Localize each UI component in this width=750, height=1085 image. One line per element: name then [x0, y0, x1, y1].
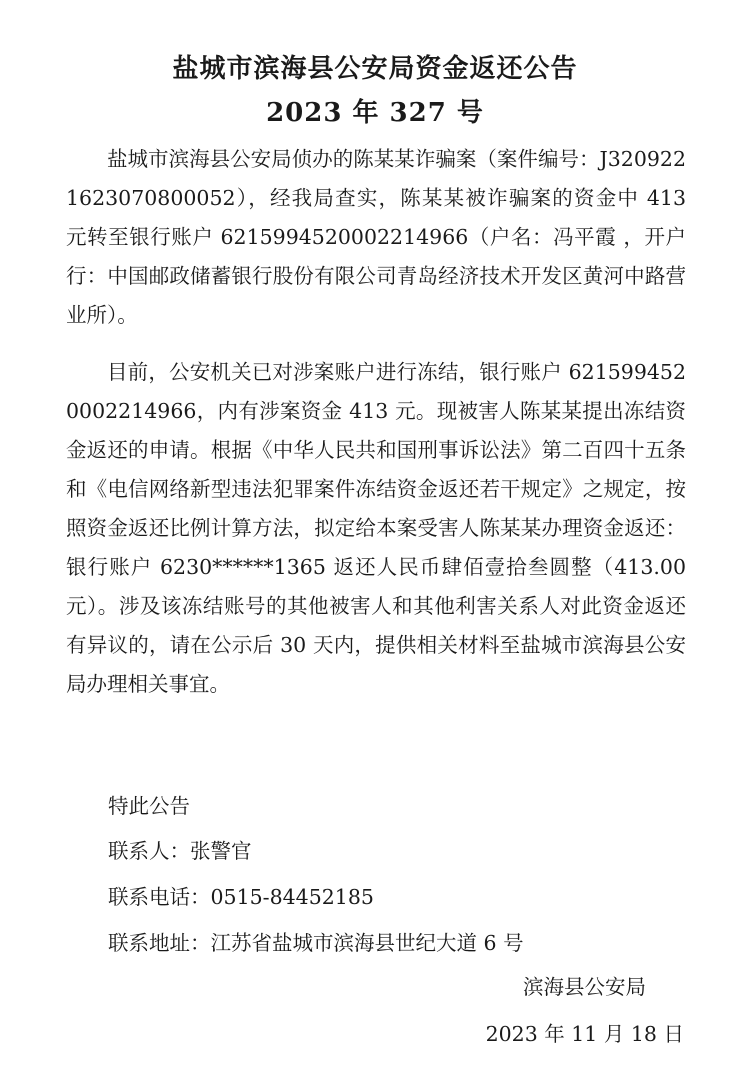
notice-body [66, 140, 686, 704]
notice-number: 2023 年 327 号 [266, 98, 484, 128]
notice-title: 盐城市滨海县公安局资金返还公告 [172, 54, 578, 84]
issue-date: 2023 年 11 月 18 日 [485, 1022, 684, 1046]
contact-phone: 联系电话：0515-84452185 [108, 885, 374, 909]
contact-person: 联系人：张警官 [108, 839, 252, 863]
issuer-signature: 滨海县公安局 [523, 975, 646, 999]
paragraph-case-info: 盐城市滨海县公安局侦办的陈某某诈骗案（案件编号：J3209221623070800052），经我局查实，陈某某被诈骗案的资金中 413 元转至银行账户 6215994520002214966（户名：冯平霞 ，开户行：中国邮政储蓄银行股份有限公司青岛经济技术开发区黄河中路营业所）。 [66, 147, 686, 327]
contact-address: 联系地址：江苏省盐城市滨海县世纪大道 6 号 [108, 931, 524, 955]
paragraph-refund-details: 目前，公安机关已对涉案账户进行冻结，银行账户 6215994520002214966，内有涉案资金 413 元。现被害人陈某某提出冻结资金返还的申请。根据《中华人民共和国刑事诉讼法》第二百四十五条和《电信网络新型违法犯罪案件冻结资金返还若干规定》之规定，按照资金返还比例计算方法，拟定给本案受害人陈某某办理资金返还：银行账户 6230******1365 返还人民币肆佰壹拾叁圆整（413.00 元）。涉及该冻结账号的其他被害人和其他利害关系人对此资金返还有异议的，请在公示后 30 天内，提供相关材料至盐城市滨海县公安局办理相关事宜。 [66, 360, 686, 696]
special-notice: 特此公告 [108, 794, 190, 818]
